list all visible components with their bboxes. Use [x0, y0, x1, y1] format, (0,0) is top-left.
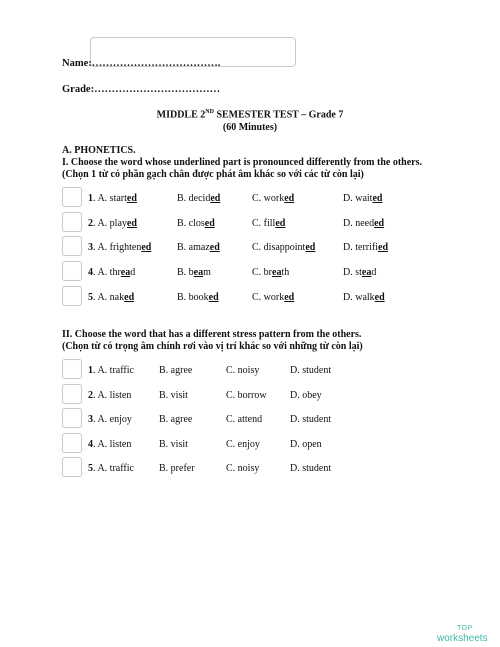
answer-checkbox[interactable] — [62, 286, 82, 306]
option-a: 3. A. enjoy — [88, 414, 132, 425]
option-b: B. prefer — [159, 463, 195, 474]
test-title: MIDDLE 2ND SEMESTER TEST – Grade 7 — [156, 109, 344, 121]
option-a: 5. A. naked — [88, 292, 135, 303]
option-a: 3. A. frightened — [88, 242, 152, 253]
option-b: B. agree — [159, 365, 193, 376]
question-number: 2 — [88, 218, 93, 229]
option-a: 2. A. played — [88, 218, 137, 229]
question-number: 1 — [88, 193, 93, 204]
question-number: 2 — [88, 390, 93, 401]
grade-label: Grade:……………………………… — [62, 84, 221, 95]
option-c: C. breath — [252, 267, 290, 278]
top-worksheets-logo: TOP worksheets — [437, 625, 488, 644]
option-c: C. borrow — [226, 390, 267, 401]
option-d: D. student — [290, 463, 332, 474]
option-b: B. decided — [177, 193, 221, 204]
answer-checkbox[interactable] — [62, 433, 82, 453]
option-d: D. stead — [343, 267, 377, 278]
question-number: 3 — [88, 414, 93, 425]
part1-instruction-vi: (Chọn 1 từ có phần gạch chân được phát âm khác so với các từ còn lại) — [62, 169, 364, 180]
part2-instruction: II. Choose the word that has a different stress pattern from the others. — [62, 329, 362, 340]
option-d: D. needed — [343, 218, 385, 229]
option-a: 1. A. started — [88, 193, 137, 204]
option-d: D. terrified — [343, 242, 388, 253]
question-number: 4 — [88, 267, 93, 278]
option-b: B. beam — [177, 267, 211, 278]
answer-checkbox[interactable] — [62, 236, 82, 256]
question-number: 1 — [88, 365, 93, 376]
option-a: 4. A. thread — [88, 267, 136, 278]
answer-checkbox[interactable] — [62, 212, 82, 232]
question-number: 4 — [88, 439, 93, 450]
answer-checkbox[interactable] — [62, 408, 82, 428]
option-c: C. worked — [252, 193, 295, 204]
option-c: C. worked — [252, 292, 295, 303]
question-number: 5 — [88, 463, 93, 474]
option-b: B. booked — [177, 292, 219, 303]
answer-checkbox[interactable] — [62, 261, 82, 281]
option-d: D. student — [290, 365, 332, 376]
option-b: B. amazed — [177, 242, 220, 253]
option-c: C. filled — [252, 218, 286, 229]
answer-checkbox[interactable] — [62, 384, 82, 404]
option-c: C. noisy — [226, 365, 260, 376]
option-d: D. obey — [290, 390, 322, 401]
option-b: B. agree — [159, 414, 193, 425]
option-b: B. visit — [159, 439, 188, 450]
option-d: D. student — [290, 414, 332, 425]
question-number: 5 — [88, 292, 93, 303]
option-d: D. open — [290, 439, 322, 450]
option-a: 2. A. listen — [88, 390, 132, 401]
answer-checkbox[interactable] — [62, 187, 82, 207]
option-c: C. enjoy — [226, 439, 260, 450]
section-heading: A. PHONETICS. — [62, 145, 136, 156]
option-d: D. waited — [343, 193, 383, 204]
part1-instruction: I. Choose the word whose underlined part is pronounced differently from the others. — [62, 157, 423, 168]
option-b: B. closed — [177, 218, 215, 229]
part2-instruction-vi: (Chọn từ có trọng âm chính rơi vào vị trí khác so với những từ còn lại) — [62, 341, 363, 352]
option-c: C. noisy — [226, 463, 260, 474]
test-duration: (60 Minutes) — [222, 122, 278, 133]
option-b: B. visit — [159, 390, 188, 401]
answer-checkbox[interactable] — [62, 457, 82, 477]
answer-checkbox[interactable] — [62, 359, 82, 379]
option-a: 5. A. traffic — [88, 463, 134, 474]
question-number: 3 — [88, 242, 93, 253]
option-a: 1. A. traffic — [88, 365, 134, 376]
option-c: C. attend — [226, 414, 263, 425]
option-d: D. walked — [343, 292, 385, 303]
option-c: C. disappointed — [252, 242, 316, 253]
option-a: 4. A. listen — [88, 439, 132, 450]
name-label: Name:………………………………. — [62, 58, 221, 69]
